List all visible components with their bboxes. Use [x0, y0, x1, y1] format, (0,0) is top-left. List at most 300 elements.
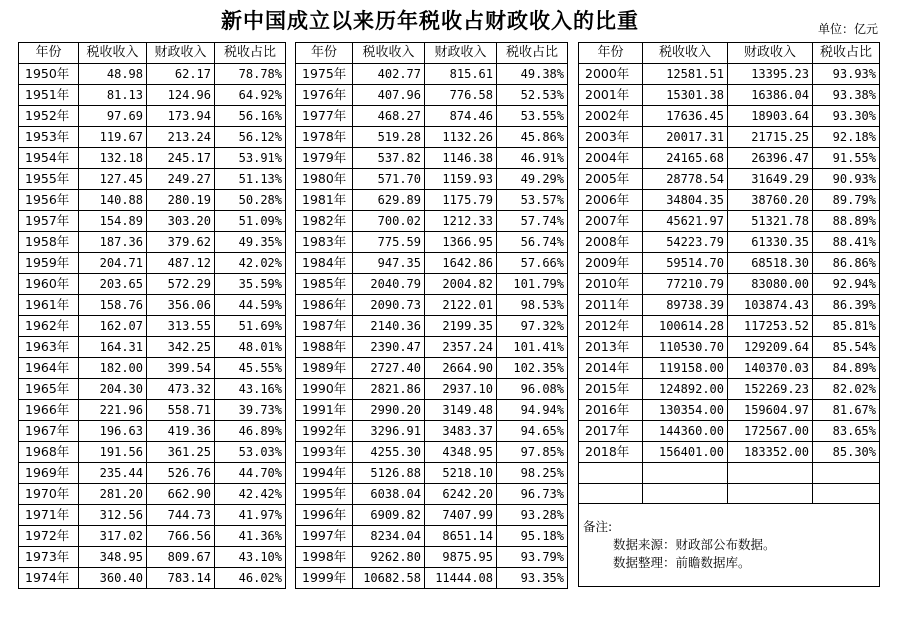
tax-revenue-cell: 2090.73 [353, 295, 425, 316]
table-row [19, 295, 286, 316]
table-row [19, 169, 286, 190]
tax-share-cell: 85.81% [813, 316, 880, 337]
tax-revenue-cell: 537.82 [353, 148, 425, 169]
fiscal-revenue-cell: 1159.93 [425, 169, 497, 190]
fiscal-revenue-cell: 61330.35 [728, 232, 813, 253]
tax-share-cell: 39.73% [215, 400, 286, 421]
tax-share-cell: 96.73% [497, 484, 568, 505]
table-row [19, 274, 286, 295]
tax-revenue-cell: 97.69 [79, 106, 147, 127]
table-row [296, 505, 568, 526]
tax-revenue-cell: 100614.28 [643, 316, 728, 337]
table-row [579, 148, 880, 169]
tax-share-cell: 46.89% [215, 421, 286, 442]
fiscal-revenue-cell: 62.17 [147, 64, 215, 85]
tax-revenue-cell: 2727.40 [353, 358, 425, 379]
tax-revenue-cell: 317.02 [79, 526, 147, 547]
tax-revenue-cell: 2990.20 [353, 400, 425, 421]
tax-share-cell: 96.08% [497, 379, 568, 400]
table-row [296, 106, 568, 127]
table-row [19, 484, 286, 505]
tax-revenue-cell: 144360.00 [643, 421, 728, 442]
tax-share-cell: 46.02% [215, 568, 286, 589]
tax-share-cell: 35.59% [215, 274, 286, 295]
table-row [296, 211, 568, 232]
tax-revenue-cell: 130354.00 [643, 400, 728, 421]
column-header: 年份 [579, 43, 643, 64]
fiscal-revenue-cell: 51321.78 [728, 211, 813, 232]
fiscal-revenue-cell: 26396.47 [728, 148, 813, 169]
tax-share-cell: 86.39% [813, 295, 880, 316]
fiscal-revenue-cell: 558.71 [147, 400, 215, 421]
year-cell: 2002年 [579, 106, 643, 127]
tax-revenue-cell: 468.27 [353, 106, 425, 127]
tax-share-cell: 46.91% [497, 148, 568, 169]
fiscal-revenue-cell: 874.46 [425, 106, 497, 127]
year-cell: 2003年 [579, 127, 643, 148]
tax-share-cell: 45.55% [215, 358, 286, 379]
year-cell: 1952年 [19, 106, 79, 127]
tax-revenue-cell: 17636.45 [643, 106, 728, 127]
year-cell: 1953年 [19, 127, 79, 148]
tax-revenue-cell: 235.44 [79, 463, 147, 484]
fiscal-revenue-cell: 356.06 [147, 295, 215, 316]
table-row [19, 442, 286, 463]
year-cell: 2018年 [579, 442, 643, 463]
tax-share-cell: 42.02% [215, 253, 286, 274]
tax-revenue-cell: 48.98 [79, 64, 147, 85]
tax-share-cell: 41.97% [215, 505, 286, 526]
year-cell: 1979年 [296, 148, 353, 169]
year-cell: 1956年 [19, 190, 79, 211]
note-compiler-line: 数据整理：前瞻数据库。 [613, 555, 751, 571]
fiscal-revenue-cell: 159604.97 [728, 400, 813, 421]
tax-share-cell: 101.41% [497, 337, 568, 358]
empty-cell [579, 463, 643, 484]
tax-revenue-cell: 6909.82 [353, 505, 425, 526]
tax-share-cell: 88.41% [813, 232, 880, 253]
fiscal-revenue-cell: 1146.38 [425, 148, 497, 169]
tax-share-cell: 51.13% [215, 169, 286, 190]
fiscal-revenue-cell: 399.54 [147, 358, 215, 379]
tax-revenue-cell: 204.71 [79, 253, 147, 274]
tax-share-cell: 49.38% [497, 64, 568, 85]
fiscal-revenue-cell: 572.29 [147, 274, 215, 295]
tax-share-cell: 57.74% [497, 211, 568, 232]
fiscal-revenue-cell: 342.25 [147, 337, 215, 358]
note-cell [579, 504, 880, 586]
fiscal-revenue-cell: 173.94 [147, 106, 215, 127]
year-cell: 1985年 [296, 274, 353, 295]
year-cell: 1998年 [296, 547, 353, 568]
tax-share-cell: 41.36% [215, 526, 286, 547]
year-cell: 1999年 [296, 568, 353, 589]
year-cell: 1973年 [19, 547, 79, 568]
tax-revenue-cell: 28778.54 [643, 169, 728, 190]
column-header: 年份 [19, 43, 79, 64]
table-row [296, 190, 568, 211]
tax-share-cell: 51.69% [215, 316, 286, 337]
note-row [579, 504, 880, 586]
fiscal-revenue-cell: 152269.23 [728, 379, 813, 400]
column-header: 税收收入 [643, 43, 728, 64]
fiscal-revenue-cell: 1132.26 [425, 127, 497, 148]
tax-share-cell: 98.53% [497, 295, 568, 316]
tax-revenue-cell: 89738.39 [643, 295, 728, 316]
table-row [19, 232, 286, 253]
tax-share-cell: 97.85% [497, 442, 568, 463]
fiscal-revenue-cell: 662.90 [147, 484, 215, 505]
table-row [296, 358, 568, 379]
fiscal-revenue-cell: 1642.86 [425, 253, 497, 274]
unit-label: 单位：亿元 [817, 22, 878, 36]
year-cell: 1968年 [19, 442, 79, 463]
empty-row [579, 483, 880, 504]
tax-revenue-cell: 203.65 [79, 274, 147, 295]
column-header: 税收占比 [813, 43, 880, 64]
fiscal-revenue-cell: 213.24 [147, 127, 215, 148]
table-row [19, 463, 286, 484]
tax-share-cell: 93.79% [497, 547, 568, 568]
table-row [296, 463, 568, 484]
data-table-block-2000-2018 [578, 42, 880, 587]
tax-share-cell: 49.29% [497, 169, 568, 190]
fiscal-revenue-cell: 1212.33 [425, 211, 497, 232]
tax-share-cell: 97.32% [497, 316, 568, 337]
tax-revenue-cell: 2140.36 [353, 316, 425, 337]
table-row [19, 547, 286, 568]
fiscal-revenue-cell: 13395.23 [728, 64, 813, 85]
year-cell: 1972年 [19, 526, 79, 547]
table-row [296, 568, 568, 589]
column-header: 税收占比 [215, 43, 286, 64]
column-header: 税收收入 [79, 43, 147, 64]
tax-share-cell: 48.01% [215, 337, 286, 358]
tax-revenue-cell: 156401.00 [643, 442, 728, 463]
table-row [579, 232, 880, 253]
table-row [296, 421, 568, 442]
tax-share-cell: 53.03% [215, 442, 286, 463]
table-row [19, 211, 286, 232]
fiscal-revenue-cell: 776.58 [425, 85, 497, 106]
table-row [579, 421, 880, 442]
year-cell: 1997年 [296, 526, 353, 547]
tax-share-cell: 64.92% [215, 85, 286, 106]
fiscal-revenue-cell: 9875.95 [425, 547, 497, 568]
tax-revenue-cell: 6038.04 [353, 484, 425, 505]
tax-revenue-cell: 34804.35 [643, 190, 728, 211]
tax-share-cell: 83.65% [813, 421, 880, 442]
tax-revenue-cell: 629.89 [353, 190, 425, 211]
year-cell: 2013年 [579, 337, 643, 358]
fiscal-revenue-cell: 744.73 [147, 505, 215, 526]
fiscal-revenue-cell: 303.20 [147, 211, 215, 232]
tax-share-cell: 88.89% [813, 211, 880, 232]
tax-revenue-cell: 59514.70 [643, 253, 728, 274]
table-row [579, 337, 880, 358]
table-row [296, 484, 568, 505]
tax-share-cell: 93.28% [497, 505, 568, 526]
tax-revenue-cell: 2821.86 [353, 379, 425, 400]
tax-revenue-cell: 191.56 [79, 442, 147, 463]
table-row [579, 85, 880, 106]
tax-revenue-cell: 124892.00 [643, 379, 728, 400]
empty-cell [643, 483, 728, 504]
year-cell: 1986年 [296, 295, 353, 316]
tax-share-cell: 95.18% [497, 526, 568, 547]
tax-revenue-cell: 24165.68 [643, 148, 728, 169]
table-row [296, 400, 568, 421]
tax-share-cell: 53.55% [497, 106, 568, 127]
tax-share-cell: 51.09% [215, 211, 286, 232]
year-cell: 1982年 [296, 211, 353, 232]
fiscal-revenue-cell: 172567.00 [728, 421, 813, 442]
fiscal-revenue-cell: 766.56 [147, 526, 215, 547]
tax-revenue-cell: 119158.00 [643, 358, 728, 379]
table-row [19, 316, 286, 337]
fiscal-revenue-cell: 68518.30 [728, 253, 813, 274]
tax-share-cell: 42.42% [215, 484, 286, 505]
tax-revenue-cell: 140.88 [79, 190, 147, 211]
tax-share-cell: 52.53% [497, 85, 568, 106]
fiscal-revenue-cell: 183352.00 [728, 442, 813, 463]
table-row [296, 337, 568, 358]
tax-share-cell: 101.79% [497, 274, 568, 295]
table-row [19, 106, 286, 127]
column-header: 年份 [296, 43, 353, 64]
year-cell: 1965年 [19, 379, 79, 400]
year-cell: 1980年 [296, 169, 353, 190]
tax-revenue-cell: 77210.79 [643, 274, 728, 295]
table-row [579, 190, 880, 211]
fiscal-revenue-cell: 18903.64 [728, 106, 813, 127]
year-cell: 1974年 [19, 568, 79, 589]
tax-revenue-cell: 119.67 [79, 127, 147, 148]
table-row [19, 421, 286, 442]
tax-revenue-cell: 407.96 [353, 85, 425, 106]
table-row [579, 379, 880, 400]
tax-share-cell: 53.57% [497, 190, 568, 211]
table-row [19, 64, 286, 85]
tax-share-cell: 44.59% [215, 295, 286, 316]
table-row [296, 169, 568, 190]
fiscal-revenue-cell: 313.55 [147, 316, 215, 337]
table-row [19, 379, 286, 400]
tax-revenue-cell: 54223.79 [643, 232, 728, 253]
year-cell: 1966年 [19, 400, 79, 421]
column-header: 财政收入 [425, 43, 497, 64]
data-table-block-1950-1974 [18, 42, 286, 589]
fiscal-revenue-cell: 5218.10 [425, 463, 497, 484]
tax-revenue-cell: 4255.30 [353, 442, 425, 463]
note-label: 备注: [583, 519, 613, 535]
fiscal-revenue-cell: 2937.10 [425, 379, 497, 400]
tax-share-cell: 53.91% [215, 148, 286, 169]
fiscal-revenue-cell: 140370.03 [728, 358, 813, 379]
table-row [579, 64, 880, 85]
table-row [579, 316, 880, 337]
column-header: 税收占比 [497, 43, 568, 64]
tax-share-cell: 56.74% [497, 232, 568, 253]
data-table-block-1975-1999 [295, 42, 568, 589]
year-cell: 1964年 [19, 358, 79, 379]
tax-share-cell: 94.94% [497, 400, 568, 421]
tax-share-cell: 98.25% [497, 463, 568, 484]
tax-revenue-cell: 204.30 [79, 379, 147, 400]
year-cell: 2000年 [579, 64, 643, 85]
fiscal-revenue-cell: 809.67 [147, 547, 215, 568]
table-row [579, 106, 880, 127]
header-row [296, 43, 568, 64]
year-cell: 2012年 [579, 316, 643, 337]
tax-revenue-cell: 45621.97 [643, 211, 728, 232]
table-row [296, 127, 568, 148]
table-row [296, 274, 568, 295]
year-cell: 1977年 [296, 106, 353, 127]
year-cell: 1991年 [296, 400, 353, 421]
empty-cell [728, 483, 813, 504]
table-row [19, 400, 286, 421]
empty-cell [579, 483, 643, 504]
year-cell: 1992年 [296, 421, 353, 442]
year-cell: 1961年 [19, 295, 79, 316]
table-row [19, 568, 286, 589]
fiscal-revenue-cell: 249.27 [147, 169, 215, 190]
year-cell: 1969年 [19, 463, 79, 484]
tax-share-cell: 45.86% [497, 127, 568, 148]
year-cell: 2004年 [579, 148, 643, 169]
column-header: 财政收入 [147, 43, 215, 64]
tax-revenue-cell: 700.02 [353, 211, 425, 232]
year-cell: 1984年 [296, 253, 353, 274]
year-cell: 2011年 [579, 295, 643, 316]
year-cell: 1996年 [296, 505, 353, 526]
tax-share-cell: 43.10% [215, 547, 286, 568]
fiscal-revenue-cell: 4348.95 [425, 442, 497, 463]
fiscal-revenue-cell: 3149.48 [425, 400, 497, 421]
tax-revenue-cell: 312.56 [79, 505, 147, 526]
year-cell: 1983年 [296, 232, 353, 253]
tax-share-cell: 57.66% [497, 253, 568, 274]
tax-revenue-cell: 5126.88 [353, 463, 425, 484]
tax-revenue-cell: 348.95 [79, 547, 147, 568]
tax-share-cell: 93.30% [813, 106, 880, 127]
tax-share-cell: 94.65% [497, 421, 568, 442]
tax-share-cell: 50.28% [215, 190, 286, 211]
fiscal-revenue-cell: 8651.14 [425, 526, 497, 547]
fiscal-revenue-cell: 31649.29 [728, 169, 813, 190]
table-row [296, 232, 568, 253]
tax-revenue-cell: 9262.80 [353, 547, 425, 568]
tax-revenue-cell: 187.36 [79, 232, 147, 253]
header-row [579, 43, 880, 64]
fiscal-revenue-cell: 7407.99 [425, 505, 497, 526]
table-row [579, 169, 880, 190]
tax-revenue-cell: 2040.79 [353, 274, 425, 295]
tax-share-cell: 93.93% [813, 64, 880, 85]
tax-revenue-cell: 281.20 [79, 484, 147, 505]
tax-share-cell: 81.67% [813, 400, 880, 421]
tax-revenue-cell: 164.31 [79, 337, 147, 358]
year-cell: 2001年 [579, 85, 643, 106]
year-cell: 2006年 [579, 190, 643, 211]
year-cell: 2009年 [579, 253, 643, 274]
column-header: 财政收入 [728, 43, 813, 64]
tax-revenue-cell: 8234.04 [353, 526, 425, 547]
tax-revenue-cell: 81.13 [79, 85, 147, 106]
fiscal-revenue-cell: 124.96 [147, 85, 215, 106]
tax-share-cell: 91.55% [813, 148, 880, 169]
tax-share-cell: 89.79% [813, 190, 880, 211]
table-row [579, 400, 880, 421]
tax-share-cell: 84.89% [813, 358, 880, 379]
year-cell: 2008年 [579, 232, 643, 253]
table-row [296, 295, 568, 316]
fiscal-revenue-cell: 526.76 [147, 463, 215, 484]
year-cell: 1981年 [296, 190, 353, 211]
year-cell: 1971年 [19, 505, 79, 526]
fiscal-revenue-cell: 38760.20 [728, 190, 813, 211]
fiscal-revenue-cell: 379.62 [147, 232, 215, 253]
year-cell: 1955年 [19, 169, 79, 190]
table-row [296, 526, 568, 547]
tax-revenue-cell: 196.63 [79, 421, 147, 442]
tax-share-cell: 85.54% [813, 337, 880, 358]
tax-revenue-cell: 221.96 [79, 400, 147, 421]
tax-share-cell: 93.38% [813, 85, 880, 106]
fiscal-revenue-cell: 2357.24 [425, 337, 497, 358]
year-cell: 1990年 [296, 379, 353, 400]
table-row [579, 253, 880, 274]
tax-revenue-cell: 15301.38 [643, 85, 728, 106]
fiscal-revenue-cell: 2122.01 [425, 295, 497, 316]
tax-revenue-cell: 127.45 [79, 169, 147, 190]
tax-revenue-cell: 360.40 [79, 568, 147, 589]
page-title: 新中国成立以来历年税收占财政收入的比重 [221, 8, 639, 33]
year-cell: 1989年 [296, 358, 353, 379]
tax-revenue-cell: 775.59 [353, 232, 425, 253]
year-cell: 1978年 [296, 127, 353, 148]
year-cell: 1957年 [19, 211, 79, 232]
tax-revenue-cell: 3296.91 [353, 421, 425, 442]
fiscal-revenue-cell: 1175.79 [425, 190, 497, 211]
tax-revenue-cell: 947.35 [353, 253, 425, 274]
year-cell: 1958年 [19, 232, 79, 253]
empty-cell [813, 463, 880, 484]
fiscal-revenue-cell: 815.61 [425, 64, 497, 85]
empty-row [579, 463, 880, 484]
tax-revenue-cell: 12581.51 [643, 64, 728, 85]
fiscal-revenue-cell: 6242.20 [425, 484, 497, 505]
fiscal-revenue-cell: 103874.43 [728, 295, 813, 316]
tax-share-cell: 78.78% [215, 64, 286, 85]
empty-cell [643, 463, 728, 484]
year-cell: 1970年 [19, 484, 79, 505]
year-cell: 1988年 [296, 337, 353, 358]
year-cell: 1975年 [296, 64, 353, 85]
tax-share-cell: 86.86% [813, 253, 880, 274]
tax-revenue-cell: 20017.31 [643, 127, 728, 148]
fiscal-revenue-cell: 11444.08 [425, 568, 497, 589]
tax-share-cell: 92.18% [813, 127, 880, 148]
fiscal-revenue-cell: 117253.52 [728, 316, 813, 337]
fiscal-revenue-cell: 1366.95 [425, 232, 497, 253]
fiscal-revenue-cell: 2664.90 [425, 358, 497, 379]
table-row [19, 85, 286, 106]
table-row [579, 274, 880, 295]
year-cell: 2014年 [579, 358, 643, 379]
table-row [19, 358, 286, 379]
